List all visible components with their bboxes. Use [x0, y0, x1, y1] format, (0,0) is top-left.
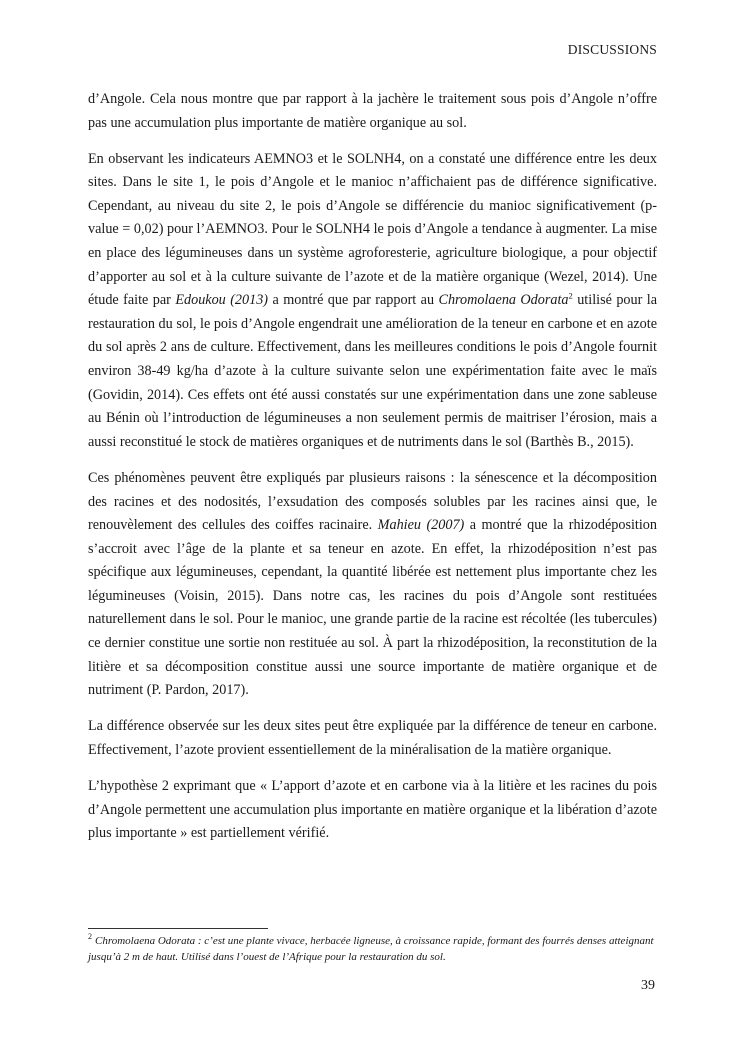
- paragraph-2-part-c: utilisé pour la restauration du sol, le pois d’Angole engendrait une amélioration de la teneur en carbone et en azote du sol après 2 ans de culture. Effectivement, dans les meilleures conditions le pois d’Angole fournit environ 38-49 kg/ha d’azote à la culture suivante selon une expérimentation faite avec le maïs (Govidin, 2014). Ces effets ont été aussi constatés sur une expérimentation dans une zone sableuse au Bénin où l’introduction de légumineuses a non seulement permis de maitriser l’érosion, mais a aussi reconstitué le stock de matières organiques et de nutriments dans le sol (Barthès B., 2015).: [88, 292, 657, 450]
- footnote-text: Chromolaena Odorata : c’est une plante vivace, herbacée ligneuse, à croissance rapide, formant des fourrés denses atteignant jusqu’à 2 m de haut. Utilisé dans l’ouest de l’Afrique pour la restauration du sol.: [88, 935, 654, 963]
- paragraph-3-part-a: Ces phénomènes peuvent être expliqués par plusieurs raisons : la sénescence et la décomposition des racines et des nodosités, l’exsudation des composés solubles par les racines ainsi que, le renouvèlement des cellules des coiffes racinaire.: [88, 469, 657, 534]
- paragraph-2-part-a: En observant les indicateurs AEMNO3 et le SOLNH4, on a constaté une différence entre les deux sites. Dans le site 1, le pois d’Angole et le manioc n’affichaient pas de différence significative. Cependant, au niveau du site 2, le pois d’Angole se différencie du manioc significativement (p-value = 0,02) pour l’AEMNO3. Pour le SOLNH4 le pois d’Angole a tendance à augmenter. La mise en place des légumineuses dans un système agroforesterie, agriculture biologique, a pour objectif d’apporter au sol et à la culture suivante de l’azote et de la matière organique (Wezel, 2014). Une étude faite par: [88, 150, 657, 309]
- citation-edoukou: Edoukou (2013): [175, 292, 269, 309]
- paragraph-3: [88, 467, 657, 703]
- footnote-reference: 2: [568, 290, 573, 301]
- running-header: DISCUSSIONS: [567, 42, 657, 57]
- species-name: Chromolaena Odorata: [438, 292, 569, 309]
- footnote-mark: 2: [88, 932, 92, 942]
- paragraph-2-part-b: a montré que par rapport au: [268, 292, 439, 309]
- footnote-divider: [88, 928, 268, 929]
- paragraph-5: L’hypothèse 2 exprimant que « L’apport d’azote et en carbone via à la litière et les racines du pois d’Angole permettent une accumulation plus importante en matière organique et la libération d’azote plus importante » est partiellement vérifié.: [88, 778, 657, 842]
- footnote: [88, 933, 657, 965]
- paragraph-4: La différence observée sur les deux sites peut être expliquée par la différence de teneur en carbone. Effectivement, l’azote provient essentiellement de la minéralisation de la matière organique.: [88, 718, 657, 758]
- paragraph-2: [88, 148, 657, 455]
- paragraph-1: d’Angole. Cela nous montre que par rapport à la jachère le traitement sous pois d’Angole n’offre pas une accumulation plus importante de matière organique au sol.: [88, 91, 657, 131]
- page-number: 39: [641, 978, 655, 993]
- citation-mahieu: Mahieu (2007): [377, 517, 465, 534]
- body-text: [88, 88, 657, 846]
- paragraph-3-part-b: a montré que la rhizodéposition s’accroit avec l’âge de la plante et sa teneur en azote. En effet, la rhizodéposition n’est pas spécifique aux légumineuses, cependant, la quantité libérée est nettement plus importante chez les légumineuses (Voisin, 2015). Dans notre cas, les racines du pois d’Angole sont restituées naturellement dans le sol. Pour le manioc, une grande partie de la racine est récoltée (les tubercules) ce dernier constitue une sortie non restituée au sol. À part la rhizodéposition, la reconstitution de la litière et sa décomposition constitue aussi une source importante de matière organique et de nutriment (P. Pardon, 2017).: [88, 517, 657, 699]
